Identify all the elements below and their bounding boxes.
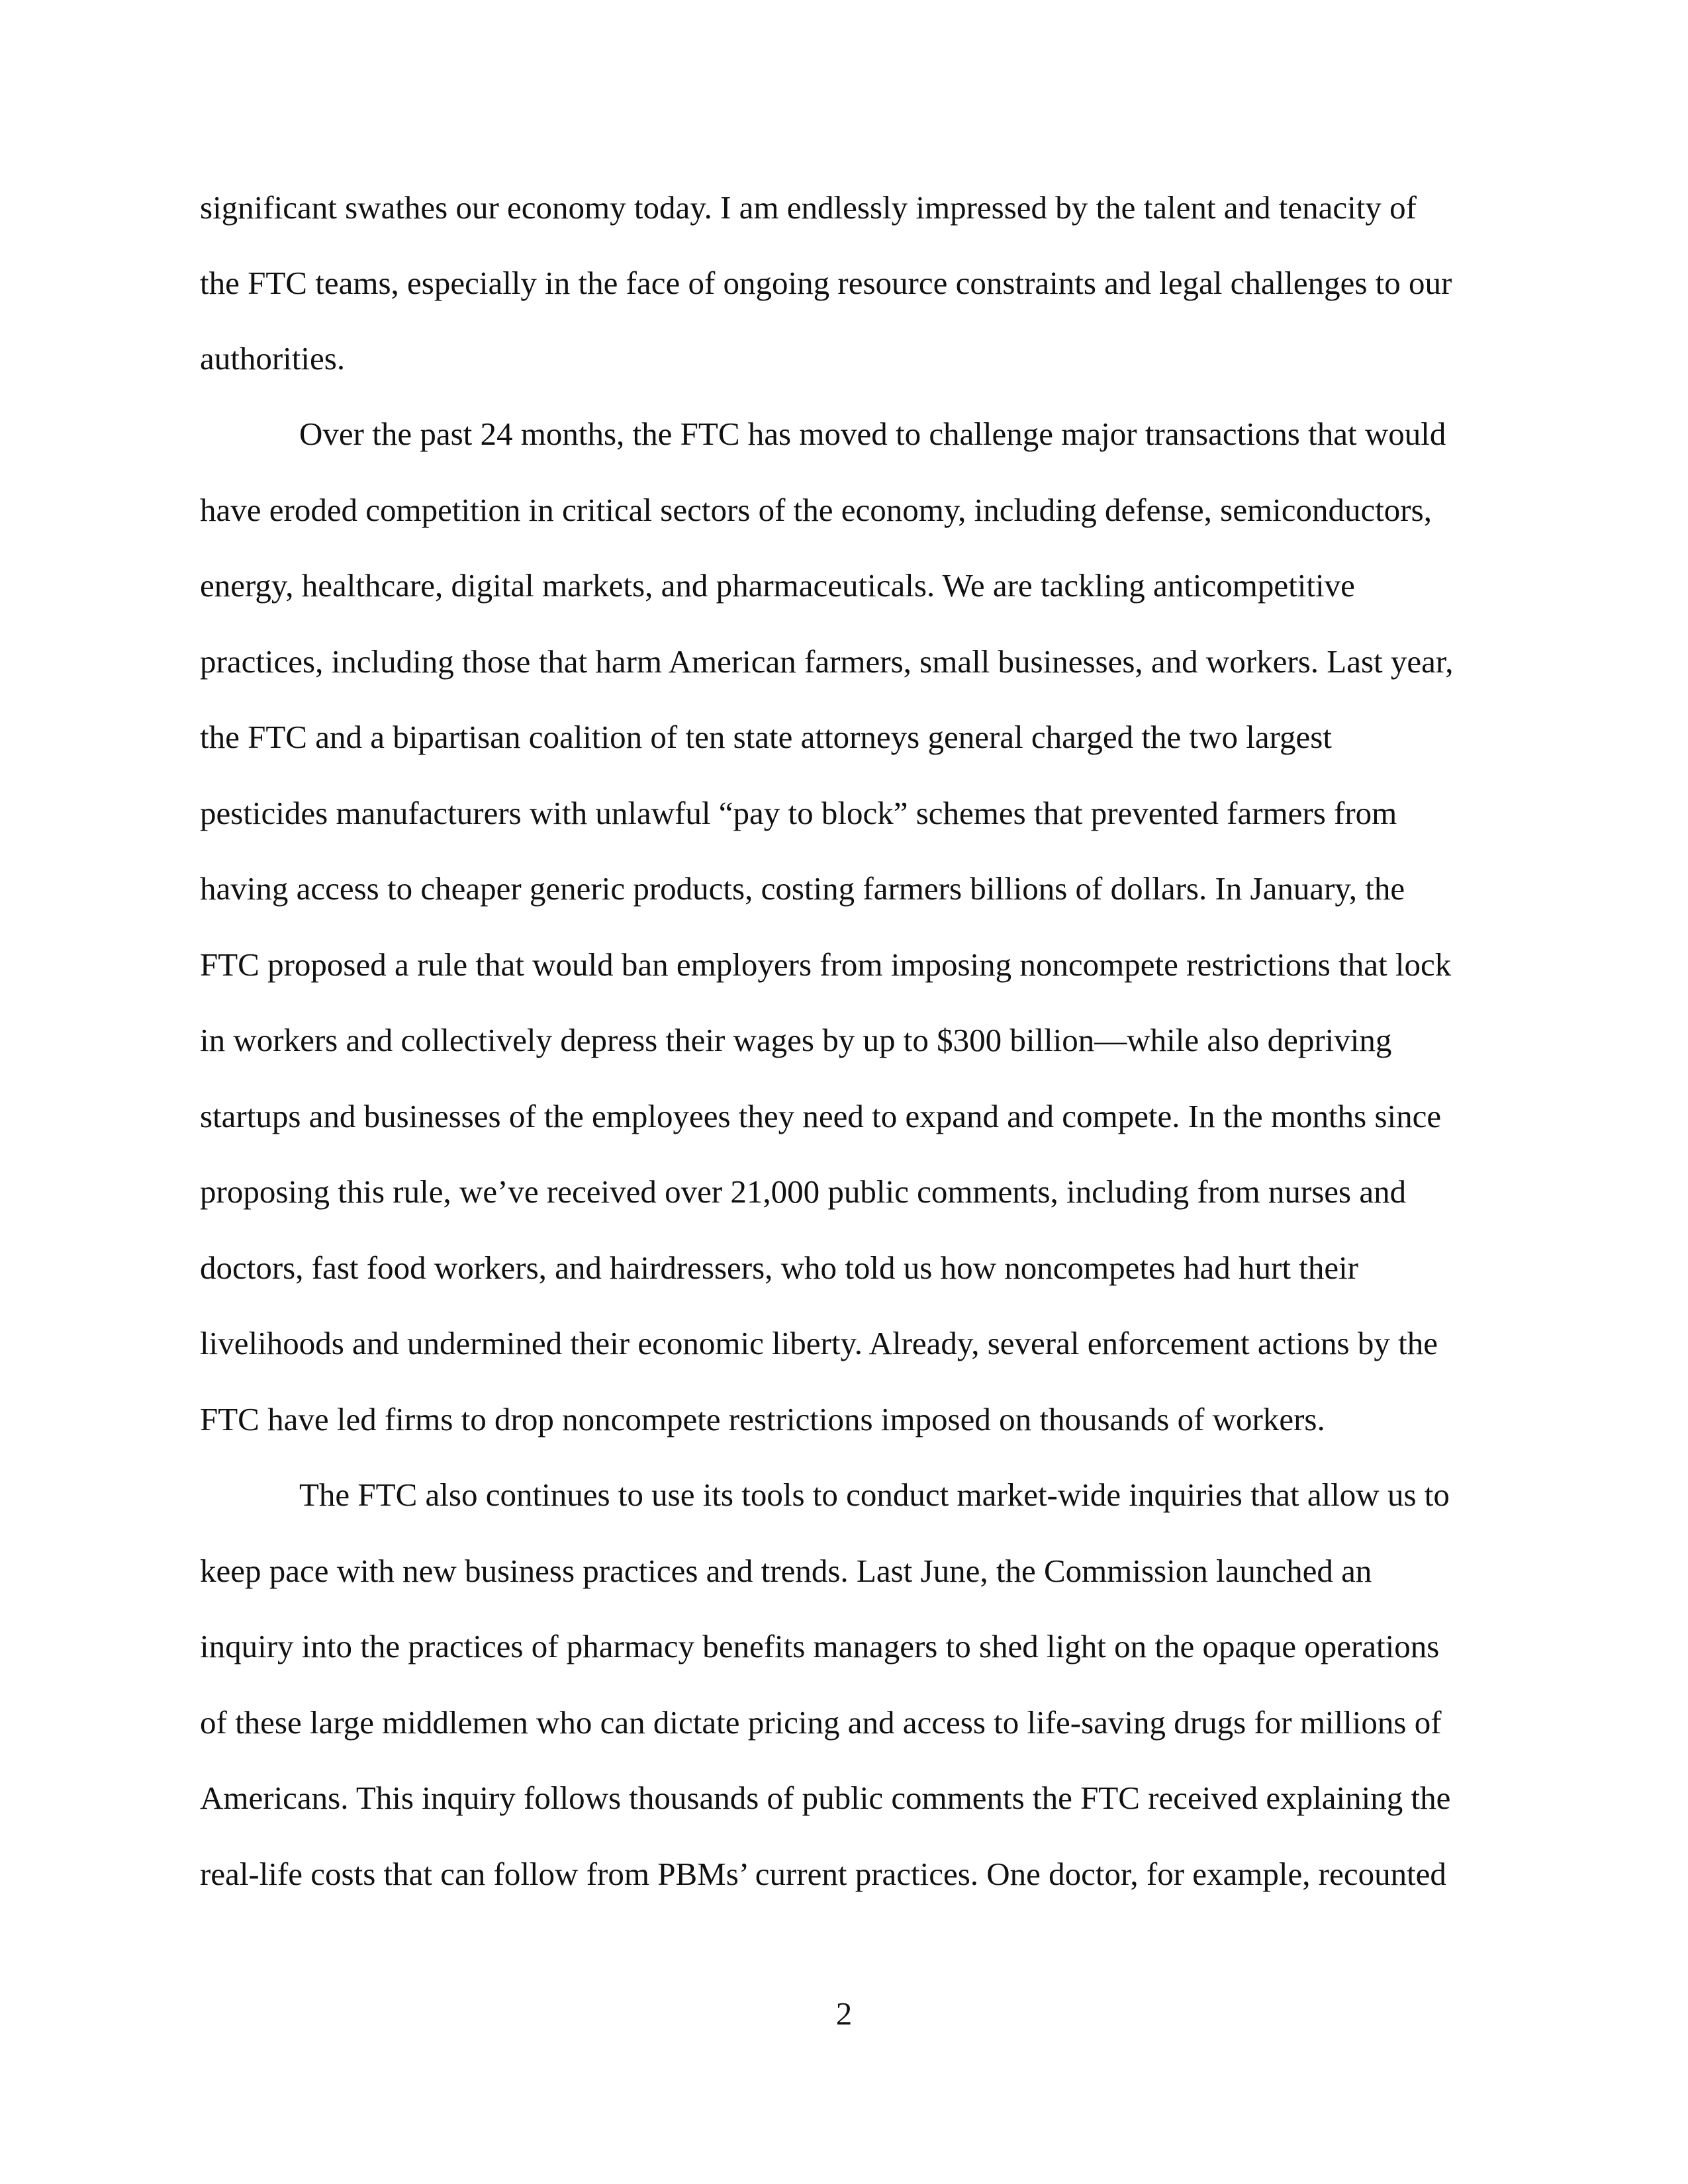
text-line: in workers and collectively depress their wages by up to $300 billion—while also depriving [200, 1022, 1392, 1058]
text-line: keep pace with new business practices and trends. Last June, the Commission launched an [200, 1553, 1372, 1589]
text-line: doctors, fast food workers, and hairdressers, who told us how noncompetes had hurt their [200, 1250, 1359, 1286]
text-line: authorities. [200, 340, 346, 377]
text-line: real-life costs that can follow from PBMs’ current practices. One doctor, for example, recounted [200, 1856, 1446, 1892]
text-line: of these large middlemen who can dictate pricing and access to life-saving drugs for millions of [200, 1704, 1442, 1741]
text-line: significant swathes our economy today. I am endlessly impressed by the talent and tenacity of [200, 189, 1417, 226]
text-line: Americans. This inquiry follows thousands of public comments the FTC received explaining the [200, 1780, 1451, 1816]
text-line: energy, healthcare, digital markets, and pharmaceuticals. We are tackling anticompetitive [200, 567, 1355, 604]
text-line: pesticides manufacturers with unlawful “pay to block” schemes that prevented farmers from [200, 795, 1397, 831]
text-line: practices, including those that harm American farmers, small businesses, and workers. Last year, [200, 643, 1454, 680]
text-line: the FTC and a bipartisan coalition of ten state attorneys general charged the two largest [200, 719, 1332, 755]
text-line: livelihoods and undermined their economic liberty. Already, several enforcement actions by the [200, 1325, 1438, 1361]
text-line: proposing this rule, we’ve received over 21,000 public comments, including from nurses and [200, 1173, 1407, 1210]
text-line: having access to cheaper generic products, costing farmers billions of dollars. In January, the [200, 870, 1405, 907]
paragraph-first-line: The FTC also continues to use its tools to conduct market-wide inquiries that allow us to [299, 1477, 1450, 1513]
text-line: FTC have led firms to drop noncompete restrictions imposed on thousands of workers. [200, 1401, 1325, 1437]
text-line: the FTC teams, especially in the face of ongoing resource constraints and legal challenges to our [200, 265, 1452, 301]
text-line: have eroded competition in critical sectors of the economy, including defense, semiconductors, [200, 492, 1432, 528]
text-line: startups and businesses of the employees they need to expand and compete. In the months since [200, 1098, 1442, 1134]
text-line: FTC proposed a rule that would ban employers from imposing noncompete restrictions that lock [200, 946, 1452, 983]
text-line: inquiry into the practices of pharmacy benefits managers to shed light on the opaque operations [200, 1628, 1440, 1664]
paragraph-first-line: Over the past 24 months, the FTC has moved to challenge major transactions that would [299, 416, 1446, 452]
page-number: 2 [835, 1995, 853, 2032]
